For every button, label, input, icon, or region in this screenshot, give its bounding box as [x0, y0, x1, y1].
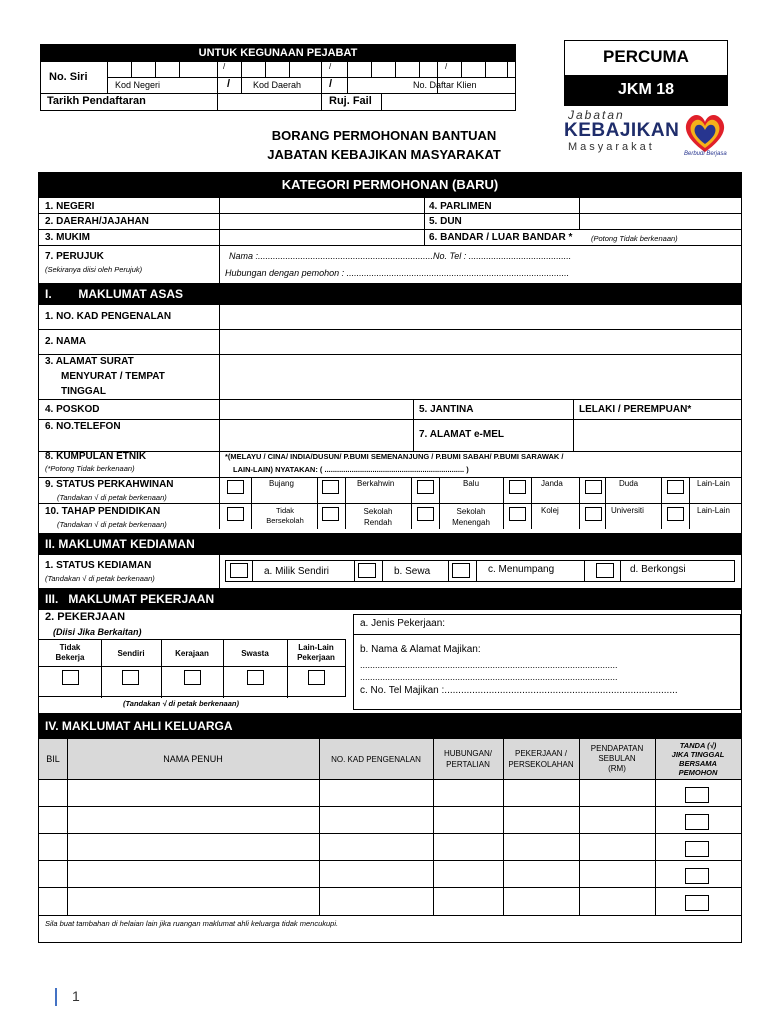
- bandar-note: (Potong Tidak berkenaan): [591, 234, 678, 243]
- status-kahwin-label: 9. STATUS PERKAHWINAN: [45, 479, 174, 490]
- pend-rendah-label: Sekolah Rendah: [363, 507, 393, 527]
- email-label: 7. ALAMAT e-MEL: [419, 429, 504, 440]
- jkm-logo: Jabatan KEBAJIKAN Masyarakat Berbudi Berjasa: [562, 108, 734, 160]
- parlimen-label: 4. PARLIMEN: [429, 201, 492, 212]
- ic-label: 1. NO. KAD PENGENALAN: [45, 311, 172, 322]
- jenis-pekerjaan-field[interactable]: a. Jenis Pekerjaan:: [360, 618, 446, 629]
- col-bil: BIL: [46, 754, 60, 764]
- majikan-field[interactable]: b. Nama & Alamat Majikan:: [360, 644, 481, 655]
- pend-lain-label: Lain-Lain: [697, 506, 730, 515]
- kod-negeri-label: Kod Negeri: [115, 80, 161, 90]
- pend-rendah-checkbox[interactable]: [322, 507, 339, 521]
- kediaman-berkongsi-checkbox[interactable]: [596, 563, 614, 578]
- keluarga-table: [39, 739, 741, 915]
- daerah-label: 2. DAERAH/JAJAHAN: [45, 216, 149, 227]
- perujuk-nama-field[interactable]: Nama :......................................................................No. Tel : .........................................: [229, 251, 572, 261]
- tanda-checkbox-3[interactable]: [685, 841, 709, 857]
- alamat-input[interactable]: [220, 355, 741, 399]
- majikan-line-2[interactable]: .......................................................................................................: [360, 672, 618, 682]
- pend-tidak-label: Tidak Bersekolah: [266, 506, 304, 525]
- alamat-label-3: TINGGAL: [61, 386, 106, 397]
- pend-tidak-checkbox[interactable]: [227, 507, 244, 521]
- tarikh-label: Tarikh Pendaftaran: [47, 95, 146, 107]
- nama-input[interactable]: [220, 330, 741, 354]
- kerja-tidak-checkbox[interactable]: [62, 670, 79, 685]
- jantina-label: 5. JANTINA: [419, 404, 474, 415]
- col-nama: NAMA PENUH: [163, 754, 223, 764]
- email-input[interactable]: [574, 420, 741, 451]
- kediaman-milik-label: a. Milik Sendiri: [264, 566, 330, 577]
- col-pendapatan: PENDAPATAN SEBULAN (RM): [590, 744, 644, 773]
- etnik-label: 8. KUMPULAN ETNIK: [45, 451, 147, 462]
- pendidikan-label: 10. TAHAP PENDIDIKAN: [45, 506, 161, 517]
- status-kediaman-label: 1. STATUS KEDIAMAN: [45, 560, 152, 571]
- majikan-box: [353, 614, 741, 710]
- no-siri-label: No. Siri: [49, 71, 88, 83]
- pendidikan-note: (Tandakan √ di petak berkenaan): [57, 520, 167, 529]
- status-kahwin-note: (Tandakan √ di petak berkenaan): [57, 493, 167, 502]
- page-number: 1: [72, 988, 80, 1004]
- kerja-tidak-header: Tidak Bekerja: [55, 643, 85, 662]
- status-berkahwin-label: Berkahwin: [357, 479, 395, 488]
- parlimen-input[interactable]: [580, 198, 741, 213]
- status-bujang-checkbox[interactable]: [227, 480, 244, 494]
- pekerjaan-grid: [39, 639, 346, 697]
- status-janda-label: Janda: [541, 479, 563, 488]
- form-title: BORANG PERMOHONAN BANTUAN JABATAN KEBAJIKAN MASYARAKAT: [267, 128, 501, 162]
- no-daftar-label: No. Daftar Klien: [413, 80, 477, 90]
- asas-header: I. MAKLUMAT ASAS: [39, 283, 741, 305]
- kediaman-milik-checkbox[interactable]: [230, 563, 248, 578]
- perujuk-note: (Sekiranya diisi oleh Perujuk): [45, 265, 143, 274]
- mukim-input[interactable]: [220, 230, 424, 245]
- pend-kolej-label: Kolej: [541, 506, 559, 515]
- etnik-note: (*Potong Tidak berkenaan): [45, 464, 135, 473]
- kerja-kerajaan-header: Kerajaan: [175, 648, 209, 658]
- office-use-table: UNTUK KEGUNAAN PEJABAT No. Siri / / / Kod Negeri / Kod Daerah / No. Daftar Klien Tarikh Pendaftaran Ruj. Fail: [40, 44, 516, 111]
- poskod-label: 4. POSKOD: [45, 404, 100, 415]
- kediaman-menumpang-checkbox[interactable]: [452, 563, 470, 578]
- daerah-input[interactable]: [220, 214, 424, 229]
- form-code: JKM 18: [565, 75, 727, 105]
- pekerjaan-tick-note: (Tandakan √ di petak berkenaan): [123, 699, 239, 708]
- kerja-lain-checkbox[interactable]: [308, 670, 325, 685]
- kategori-header: KATEGORI PERMOHONAN (BARU): [39, 173, 741, 197]
- pekerjaan-title: 2. PEKERJAAN: [45, 611, 126, 623]
- kerja-swasta-header: Swasta: [241, 648, 269, 658]
- col-pekerjaan: PEKERJAAN / PERSEKOLAHAN: [508, 749, 574, 769]
- tanda-checkbox-1[interactable]: [685, 787, 709, 803]
- pend-menengah-label: Sekolah Menengah: [452, 507, 490, 527]
- alamat-label-1: 3. ALAMAT SURAT: [45, 356, 134, 367]
- tel-majikan-field[interactable]: c. No. Tel Majikan :....................................................................................: [360, 685, 678, 696]
- majikan-line-1[interactable]: .......................................................................................................: [360, 660, 618, 670]
- pekerjaan-header: III. MAKLUMAT PEKERJAAN: [39, 588, 741, 610]
- perujuk-label: 7. PERUJUK: [45, 251, 104, 262]
- percuma-label: PERCUMA: [603, 47, 689, 66]
- pend-kolej-checkbox[interactable]: [509, 507, 526, 521]
- tanda-checkbox-4[interactable]: [685, 868, 709, 884]
- status-janda-checkbox[interactable]: [509, 480, 526, 494]
- status-balu-checkbox[interactable]: [417, 480, 434, 494]
- kerja-kerajaan-checkbox[interactable]: [184, 670, 201, 685]
- mukim-label: 3. MUKIM: [45, 232, 90, 243]
- pekerjaan-note: (Diisi Jika Berkaitan): [53, 627, 142, 637]
- pend-menengah-checkbox[interactable]: [417, 507, 434, 521]
- main-form: [38, 172, 742, 943]
- kod-daerah-label: Kod Daerah: [253, 80, 302, 90]
- kediaman-sewa-checkbox[interactable]: [358, 563, 376, 578]
- percuma-badge: [564, 40, 728, 106]
- kediaman-options: [225, 560, 735, 582]
- status-berkahwin-checkbox[interactable]: [322, 480, 339, 494]
- pend-universiti-checkbox[interactable]: [585, 507, 602, 521]
- status-lain-checkbox[interactable]: [667, 480, 684, 494]
- status-bujang-label: Bujang: [269, 479, 294, 488]
- telefon-input[interactable]: [220, 420, 413, 451]
- col-hubungan: HUBUNGAN/ PERTALIAN: [443, 749, 492, 769]
- etnik-options[interactable]: *(MELAYU / CINA/ INDIA/DUSUN/ P.BUMI SEMENANJUNG / P.BUMI SABAH/ P.BUMI SARAWAK /: [225, 452, 564, 461]
- pend-universiti-label: Universiti: [611, 506, 644, 515]
- kediaman-menumpang-label: c. Menumpang: [488, 564, 555, 575]
- status-lain-label: Lain-Lain: [697, 479, 730, 488]
- keluarga-header: IV. MAKLUMAT AHLI KELUARGA: [39, 713, 741, 739]
- status-kediaman-note: (Tandakan √ di petak berkenaan): [45, 574, 155, 583]
- status-duda-checkbox[interactable]: [585, 480, 602, 494]
- negeri-label: 1. NEGERI: [45, 201, 95, 212]
- perujuk-hubungan-field[interactable]: Hubungan dengan pemohon : .........................................................................................: [225, 268, 570, 278]
- alamat-label-2: MENYURAT / TEMPAT: [61, 371, 165, 382]
- dun-label: 5. DUN: [429, 216, 462, 227]
- col-ic: NO. KAD PENGENALAN: [331, 754, 421, 764]
- dun-input[interactable]: [580, 214, 741, 229]
- kerja-lain-header: Lain-Lain Pekerjaan: [297, 643, 335, 662]
- kediaman-sewa-label: b. Sewa: [394, 566, 431, 577]
- pend-lain-checkbox[interactable]: [667, 507, 684, 521]
- kerja-swasta-checkbox[interactable]: [247, 670, 264, 685]
- ic-input[interactable]: [220, 306, 741, 329]
- kediaman-berkongsi-label: d. Berkongsi: [630, 564, 686, 575]
- col-tanda: TANDA (√) JIKA TINGGAL BERSAMA PEMOHON: [671, 741, 725, 777]
- status-balu-label: Balu: [463, 479, 480, 488]
- telefon-label: 6. NO.TELEFON: [45, 421, 121, 432]
- etnik-nyatakan[interactable]: LAIN-LAIN) NYATAKAN: ( ................................................................... ): [233, 465, 469, 474]
- ruj-fail-label: Ruj. Fail: [329, 95, 372, 107]
- kerja-sendiri-checkbox[interactable]: [122, 670, 139, 685]
- kediaman-header: II. MAKLUMAT KEDIAMAN: [39, 533, 741, 555]
- page-number-bar: [55, 988, 57, 1006]
- nama-label: 2. NAMA: [45, 336, 87, 347]
- tanda-checkbox-2[interactable]: [685, 814, 709, 830]
- status-duda-label: Duda: [619, 479, 639, 488]
- jantina-options[interactable]: LELAKI / PEREMPUAN*: [579, 404, 692, 415]
- negeri-input[interactable]: [220, 198, 424, 213]
- office-use-title: UNTUK KEGUNAAN PEJABAT: [41, 45, 515, 61]
- poskod-input[interactable]: [220, 400, 413, 419]
- keluarga-footnote: Sila buat tambahan di helaian lain jika ruangan maklumat ahli keluarga tidak mencukupi.: [45, 919, 339, 928]
- tanda-checkbox-5[interactable]: [685, 895, 709, 911]
- bandar-label: 6. BANDAR / LUAR BANDAR *: [429, 232, 573, 243]
- kerja-sendiri-header: Sendiri: [117, 648, 145, 658]
